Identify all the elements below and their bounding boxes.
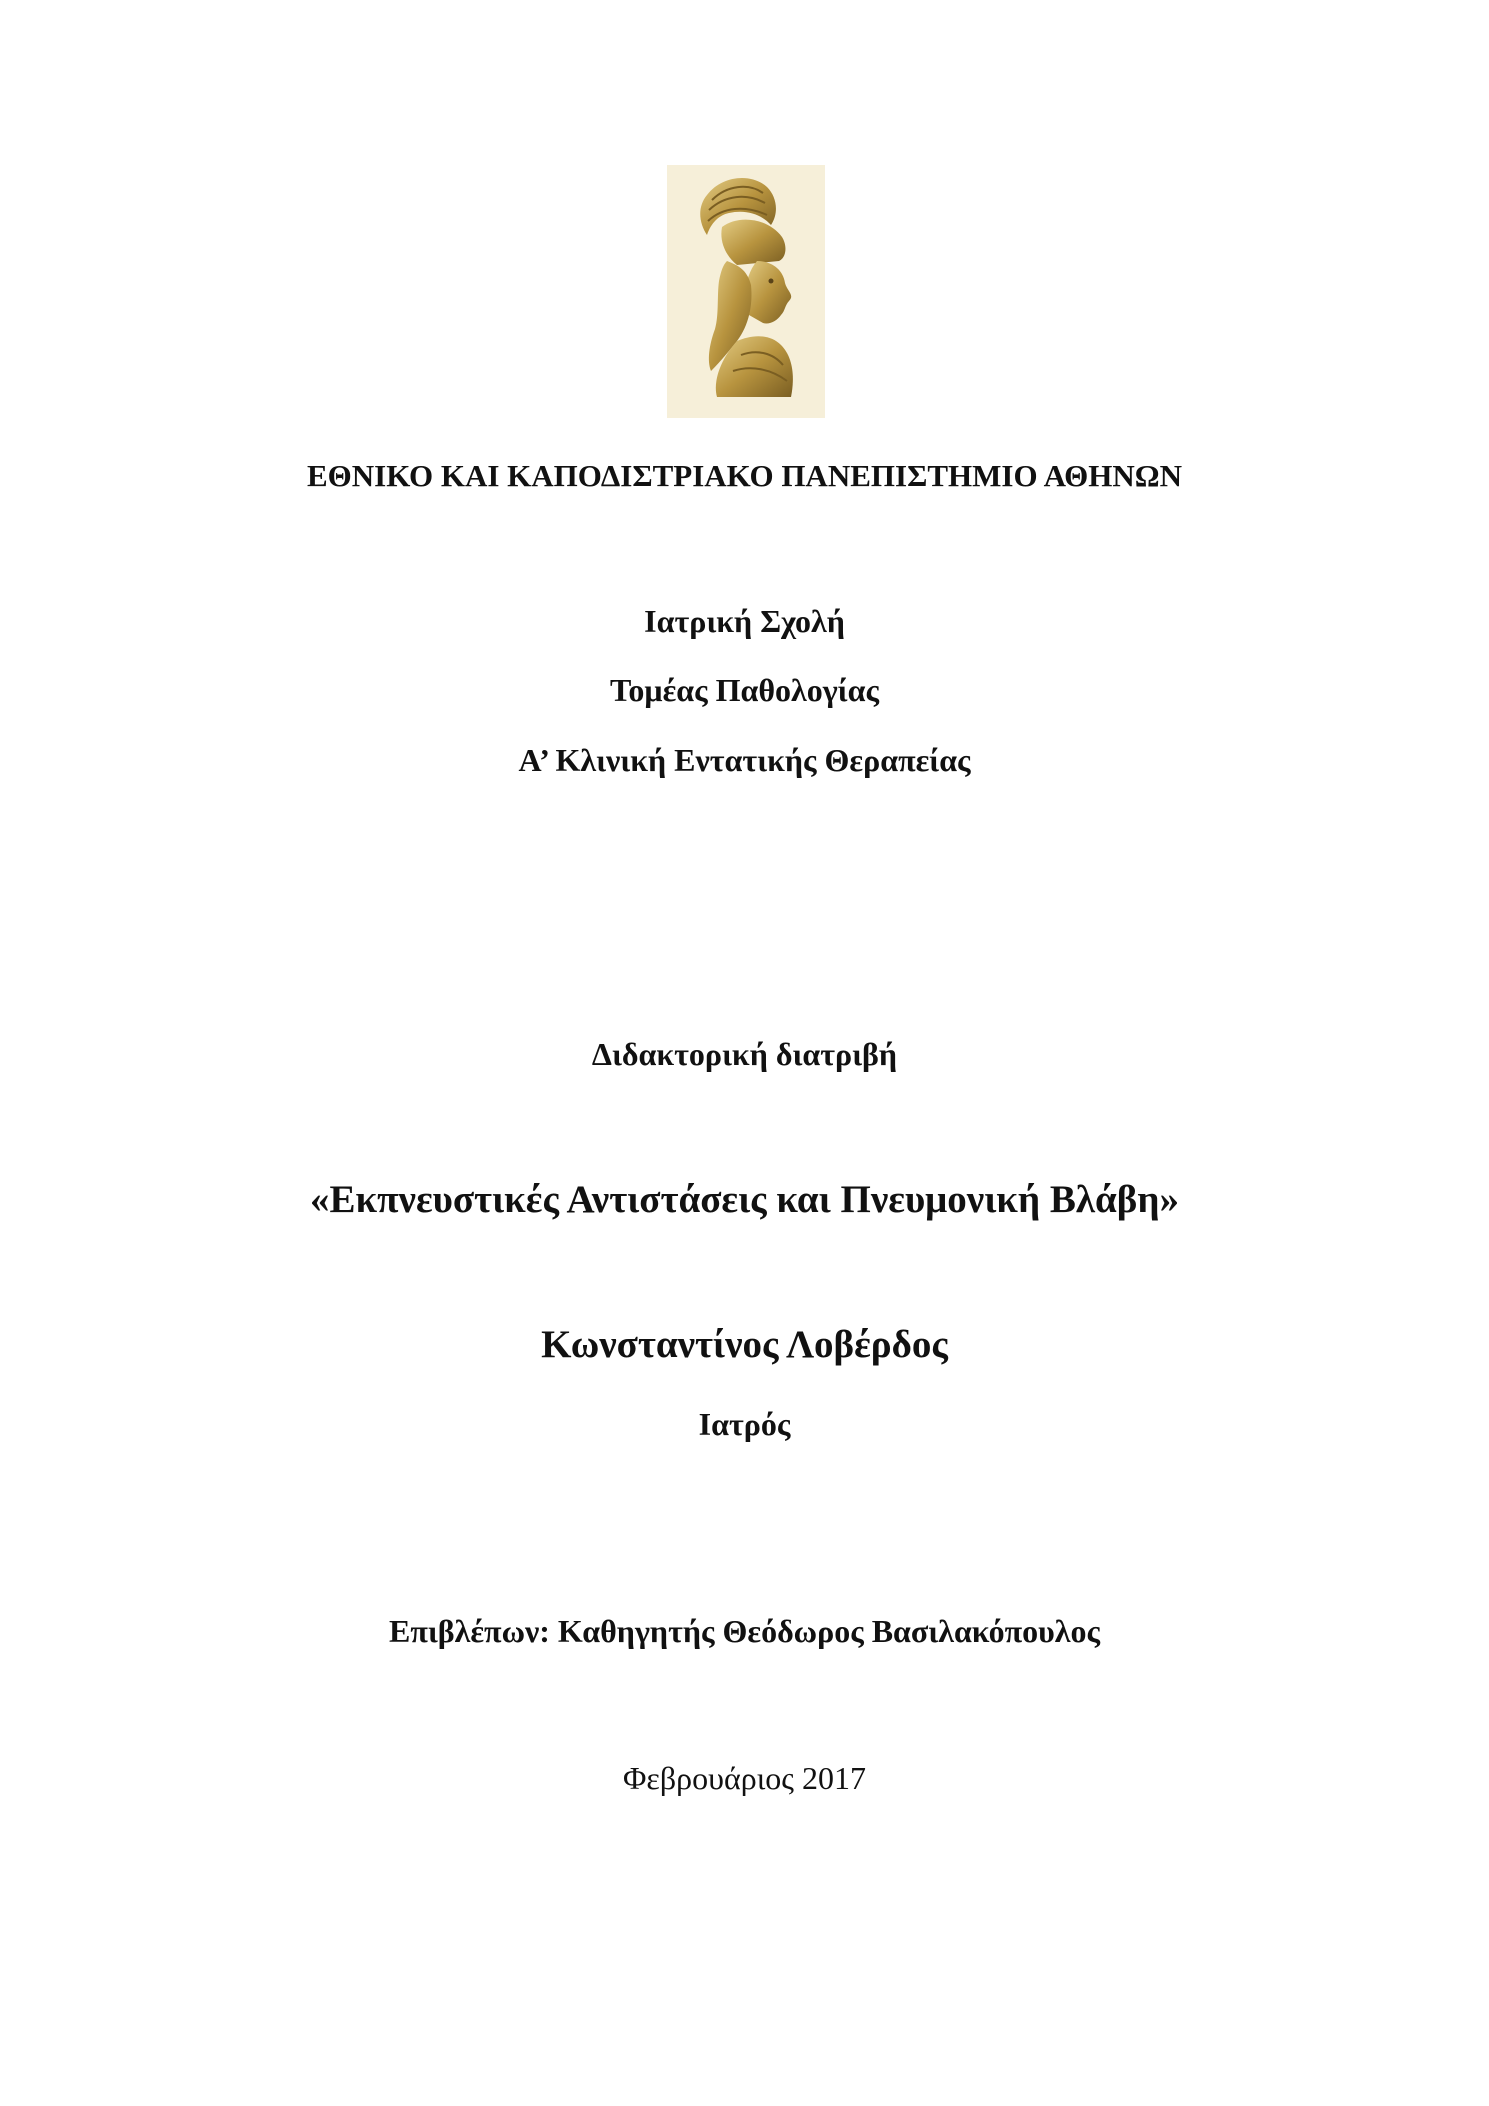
clinic-name: Α’ Κλινική Εντατικής Θεραπείας bbox=[518, 742, 971, 778]
document-type: Διδακτορική διατριβή bbox=[591, 1036, 898, 1072]
author-role: Ιατρός bbox=[698, 1406, 791, 1442]
athena-helmet-emblem-icon bbox=[667, 165, 825, 418]
supervisor: Επιβλέπων: Καθηγητής Θεόδωρος Βασιλακόπουλος bbox=[389, 1613, 1100, 1649]
university-name: ΕΘΝΙΚΟ ΚΑΙ ΚΑΠΟΔΙΣΤΡΙΑΚΟ ΠΑΝΕΠΙΣΤΗΜΙΟ ΑΘΗΝΩΝ bbox=[306, 458, 1183, 493]
school-name: Ιατρική Σχολή bbox=[644, 603, 845, 639]
author-name: Κωνσταντίνος Λοβέρδος bbox=[541, 1323, 948, 1366]
thesis-title: «Εκπνευστικές Αντιστάσεις και Πνευμονική Βλάβη» bbox=[309, 1178, 1179, 1221]
sector-name: Τομέας Παθολογίας bbox=[609, 672, 880, 708]
date: Φεβρουάριος 2017 bbox=[623, 1760, 866, 1796]
